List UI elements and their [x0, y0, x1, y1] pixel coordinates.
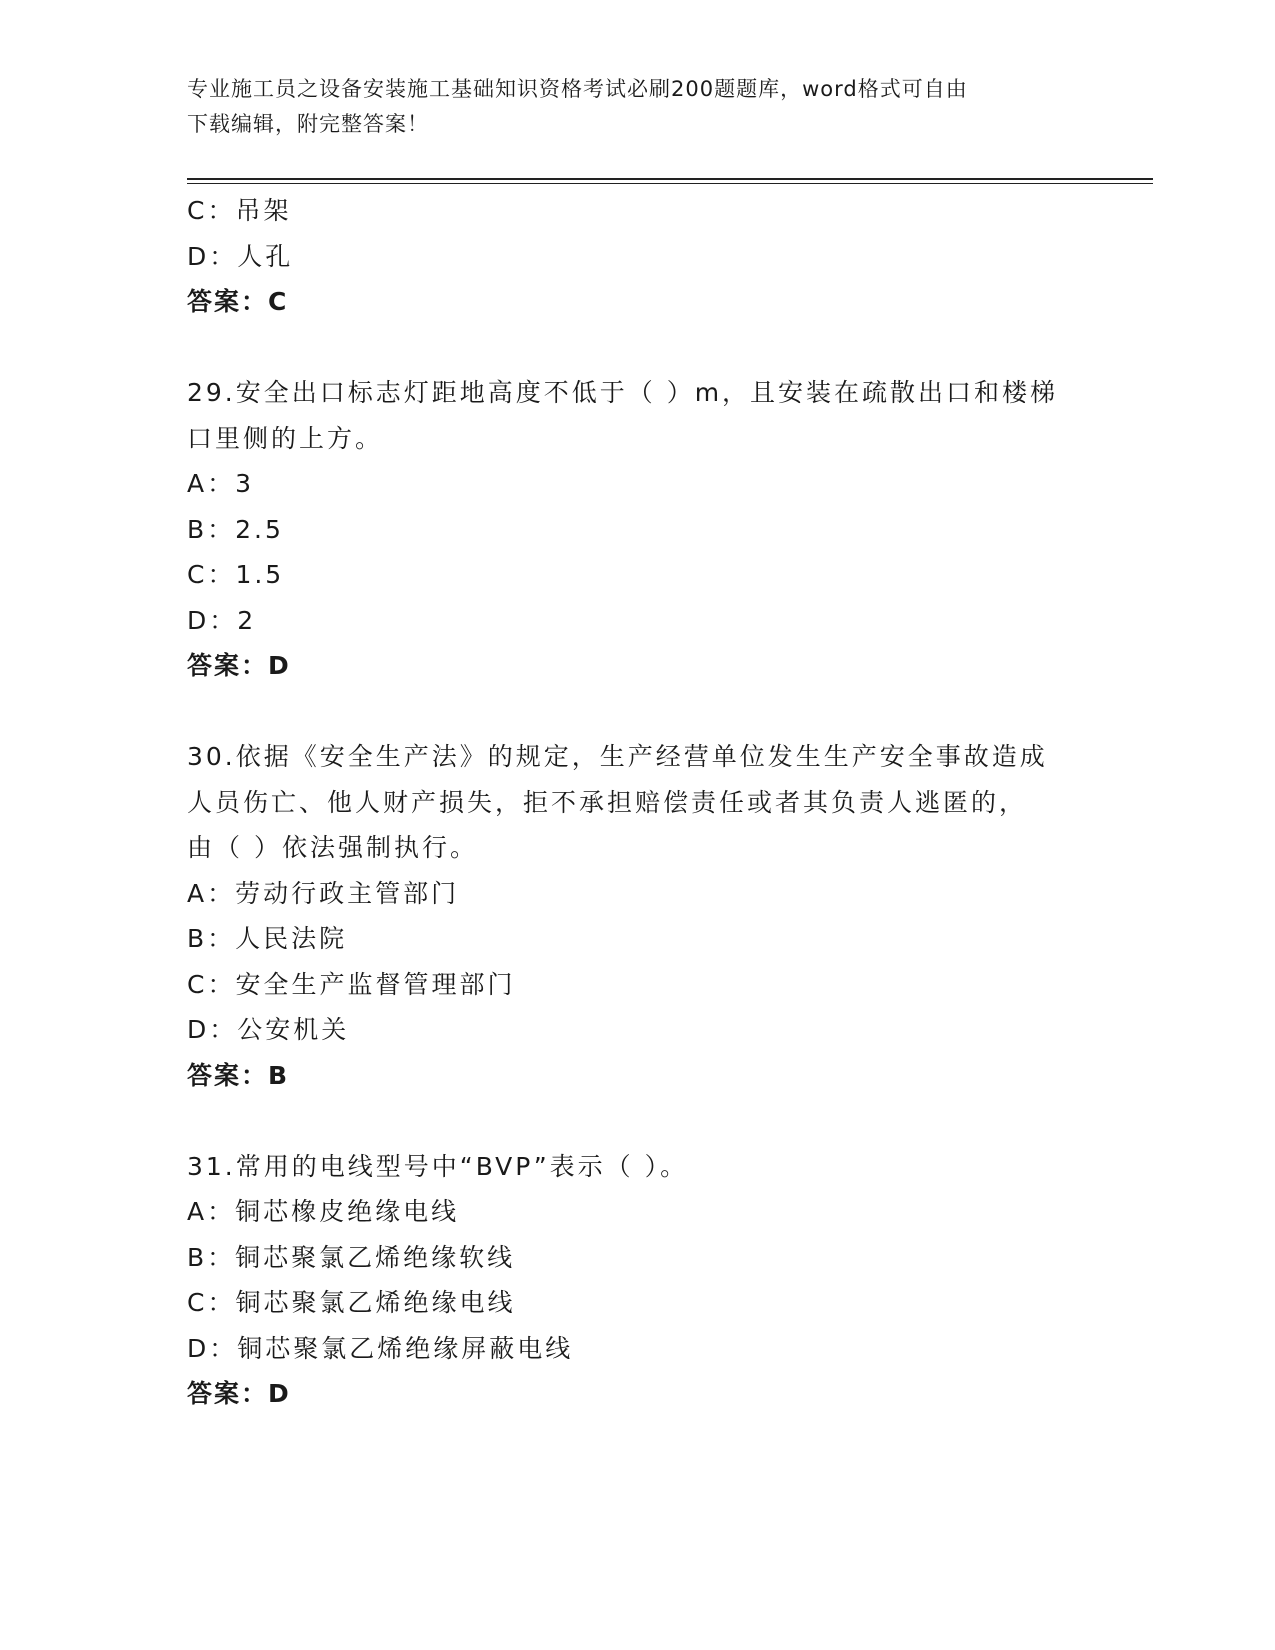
option-a: A：劳动行政主管部门 [187, 878, 460, 908]
answer: 答案：C [187, 287, 289, 316]
option-b: B：人民法院 [187, 924, 348, 953]
option-d: D：铜芯聚氯乙烯绝缘屏蔽电线 [187, 1333, 574, 1363]
question-stem: 口里侧的上方。 [187, 423, 384, 453]
question-list [187, 188, 1087, 1417]
question-30 [187, 734, 1087, 1098]
document-header [187, 72, 1067, 142]
answer: 答案：B [187, 1060, 290, 1090]
question-31 [187, 1144, 1087, 1417]
option-c: C：铜芯聚氯乙烯绝缘电线 [187, 1288, 516, 1317]
option-c: C：安全生产监督管理部门 [187, 969, 516, 999]
answer: 答案：D [187, 1379, 291, 1408]
option-a: A：3 [187, 469, 255, 498]
option-b: B：2.5 [187, 514, 284, 544]
header-line-2: 下载编辑，附完整答案！ [187, 112, 429, 136]
question-28-continued [187, 188, 1087, 325]
option-d: D：公安机关 [187, 1015, 350, 1044]
question-stem: 人员伤亡、他人财产损失，拒不承担赔偿责任或者其负责人逃匿的， [187, 787, 1028, 817]
question-29 [187, 370, 1087, 689]
header-line-1: 专业施工员之设备安装施工基础知识资格考试必刷200题题库，word格式可自由 [187, 77, 968, 101]
question-stem: 29.安全出口标志灯距地高度不低于（ ）m，且安装在疏散出口和楼梯 [187, 378, 1059, 407]
question-stem: 由（ ）依法强制执行。 [187, 833, 478, 862]
answer: 答案：D [187, 651, 291, 680]
question-stem: 30.依据《安全生产法》的规定，生产经营单位发生生产安全事故造成 [187, 742, 1048, 771]
option-a: A：铜芯橡皮绝缘电线 [187, 1197, 460, 1226]
option-c: C：吊架 [187, 196, 292, 225]
question-stem: 31.常用的电线型号中“BVP”表示（ ）。 [187, 1151, 689, 1181]
option-c: C：1.5 [187, 560, 285, 589]
option-d: D：2 [187, 605, 257, 635]
option-d: D：人孔 [187, 241, 294, 271]
option-b: B：铜芯聚氯乙烯绝缘软线 [187, 1242, 516, 1272]
header-divider-thin [187, 183, 1153, 184]
header-divider [187, 178, 1153, 180]
